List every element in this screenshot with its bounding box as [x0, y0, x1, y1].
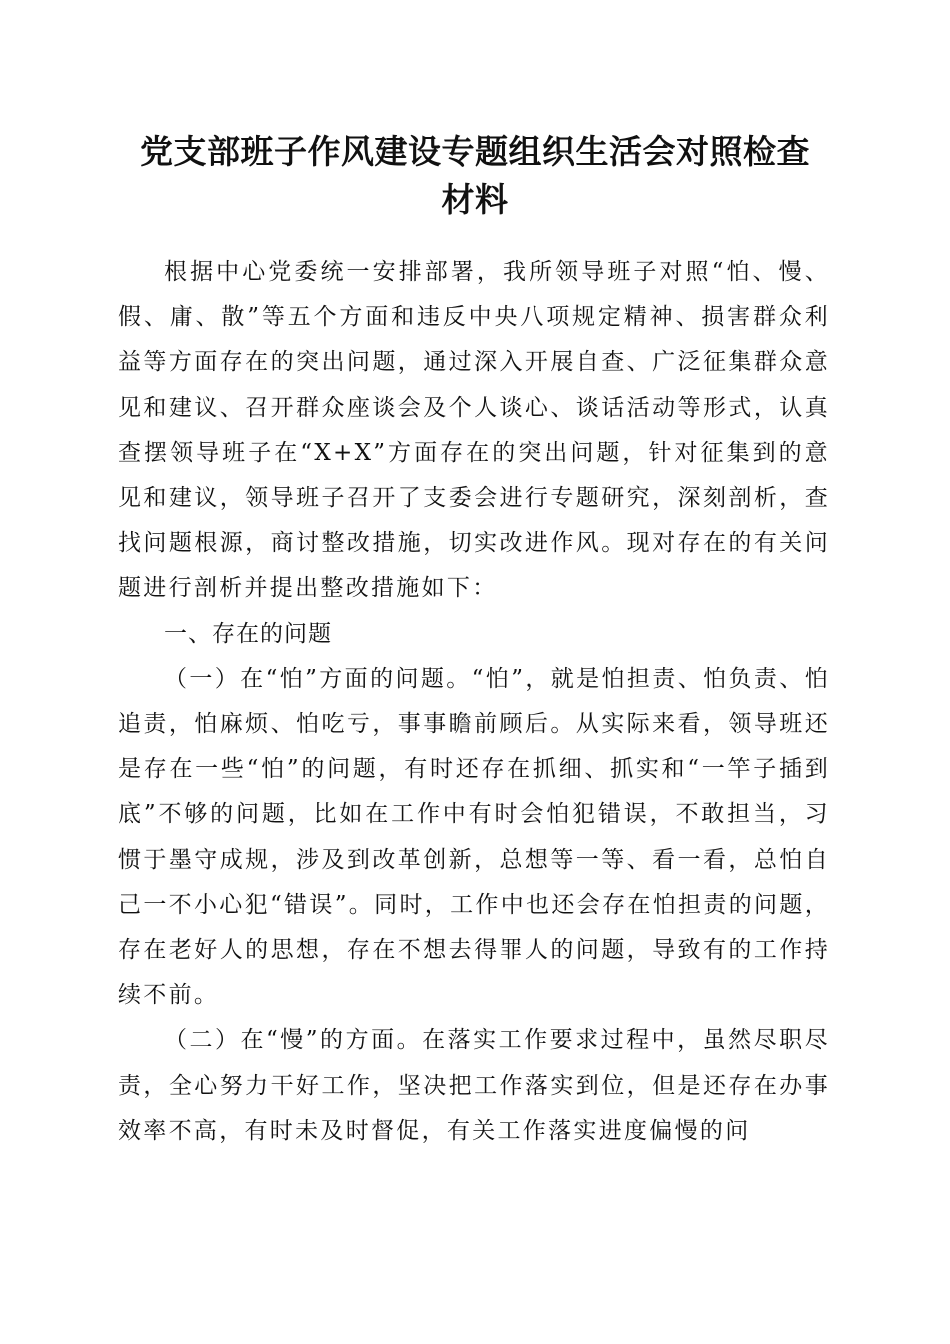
document-body: [118, 250, 830, 1154]
section-heading-problems: 一、存在的问题: [164, 620, 332, 647]
paragraph-item-2: [118, 1018, 830, 1154]
paragraph-item-1: [118, 657, 830, 1019]
document-title-line-2: 材料: [441, 180, 509, 219]
intro-paragraph: 根据中心党委统一安排部署，我所领导班子对照“怕、慢、假、庸、散”等五个方面和违反中央八项规定精神、损害群众利益等方面存在的突出问题，通过深入开展自查、广泛征集群众意见和建议、召开群众座谈会及个人谈心、谈话活动等形式，认真查摆领导班子在“X+X”方面存在的突出问题，针对征集到的意见和建议，领导班子召开了支委会进行专题研究，深刻剖析，查找问题根源，商讨整改措施，切实改进作风。现对存在的有关问题进行剖析并提出整改措施如下：: [118, 259, 830, 602]
item-2-text: 在落实工作要求过程中，虽然尽职尽责，全心努力干好工作，坚决把工作落实到位，但是还存在办事效率不高，有时未及时督促，有关工作落实进度偏慢的问: [118, 1027, 830, 1144]
item-1-heading: （一）在“怕”方面的问题。: [164, 665, 472, 692]
item-2-heading: （二）在“慢”的方面。: [164, 1027, 423, 1054]
item-1-text: “怕”，就是怕担责、怕负责、怕追责，怕麻烦、怕吃亏，事事瞻前顾后。从实际来看，领导班还是存在一些“怕”的问题，有时还存在抓细、抓实和“一竿子插到底”不够的问题，比如在工作中有时会怕犯错误，不敢担当，习惯于墨守成规，涉及到改革创新，总想等一等、看一看，总怕自己一不小心犯“错误”。同时，工作中也还会存在怕担责的问题，存在老好人的思想，存在不想去得罪人的问题，导致有的工作持续不前。: [118, 665, 830, 1009]
document-title-line-1: 党支部班子作风建设专题组织生活会对照检查: [140, 132, 810, 171]
document-title: [100, 128, 850, 224]
